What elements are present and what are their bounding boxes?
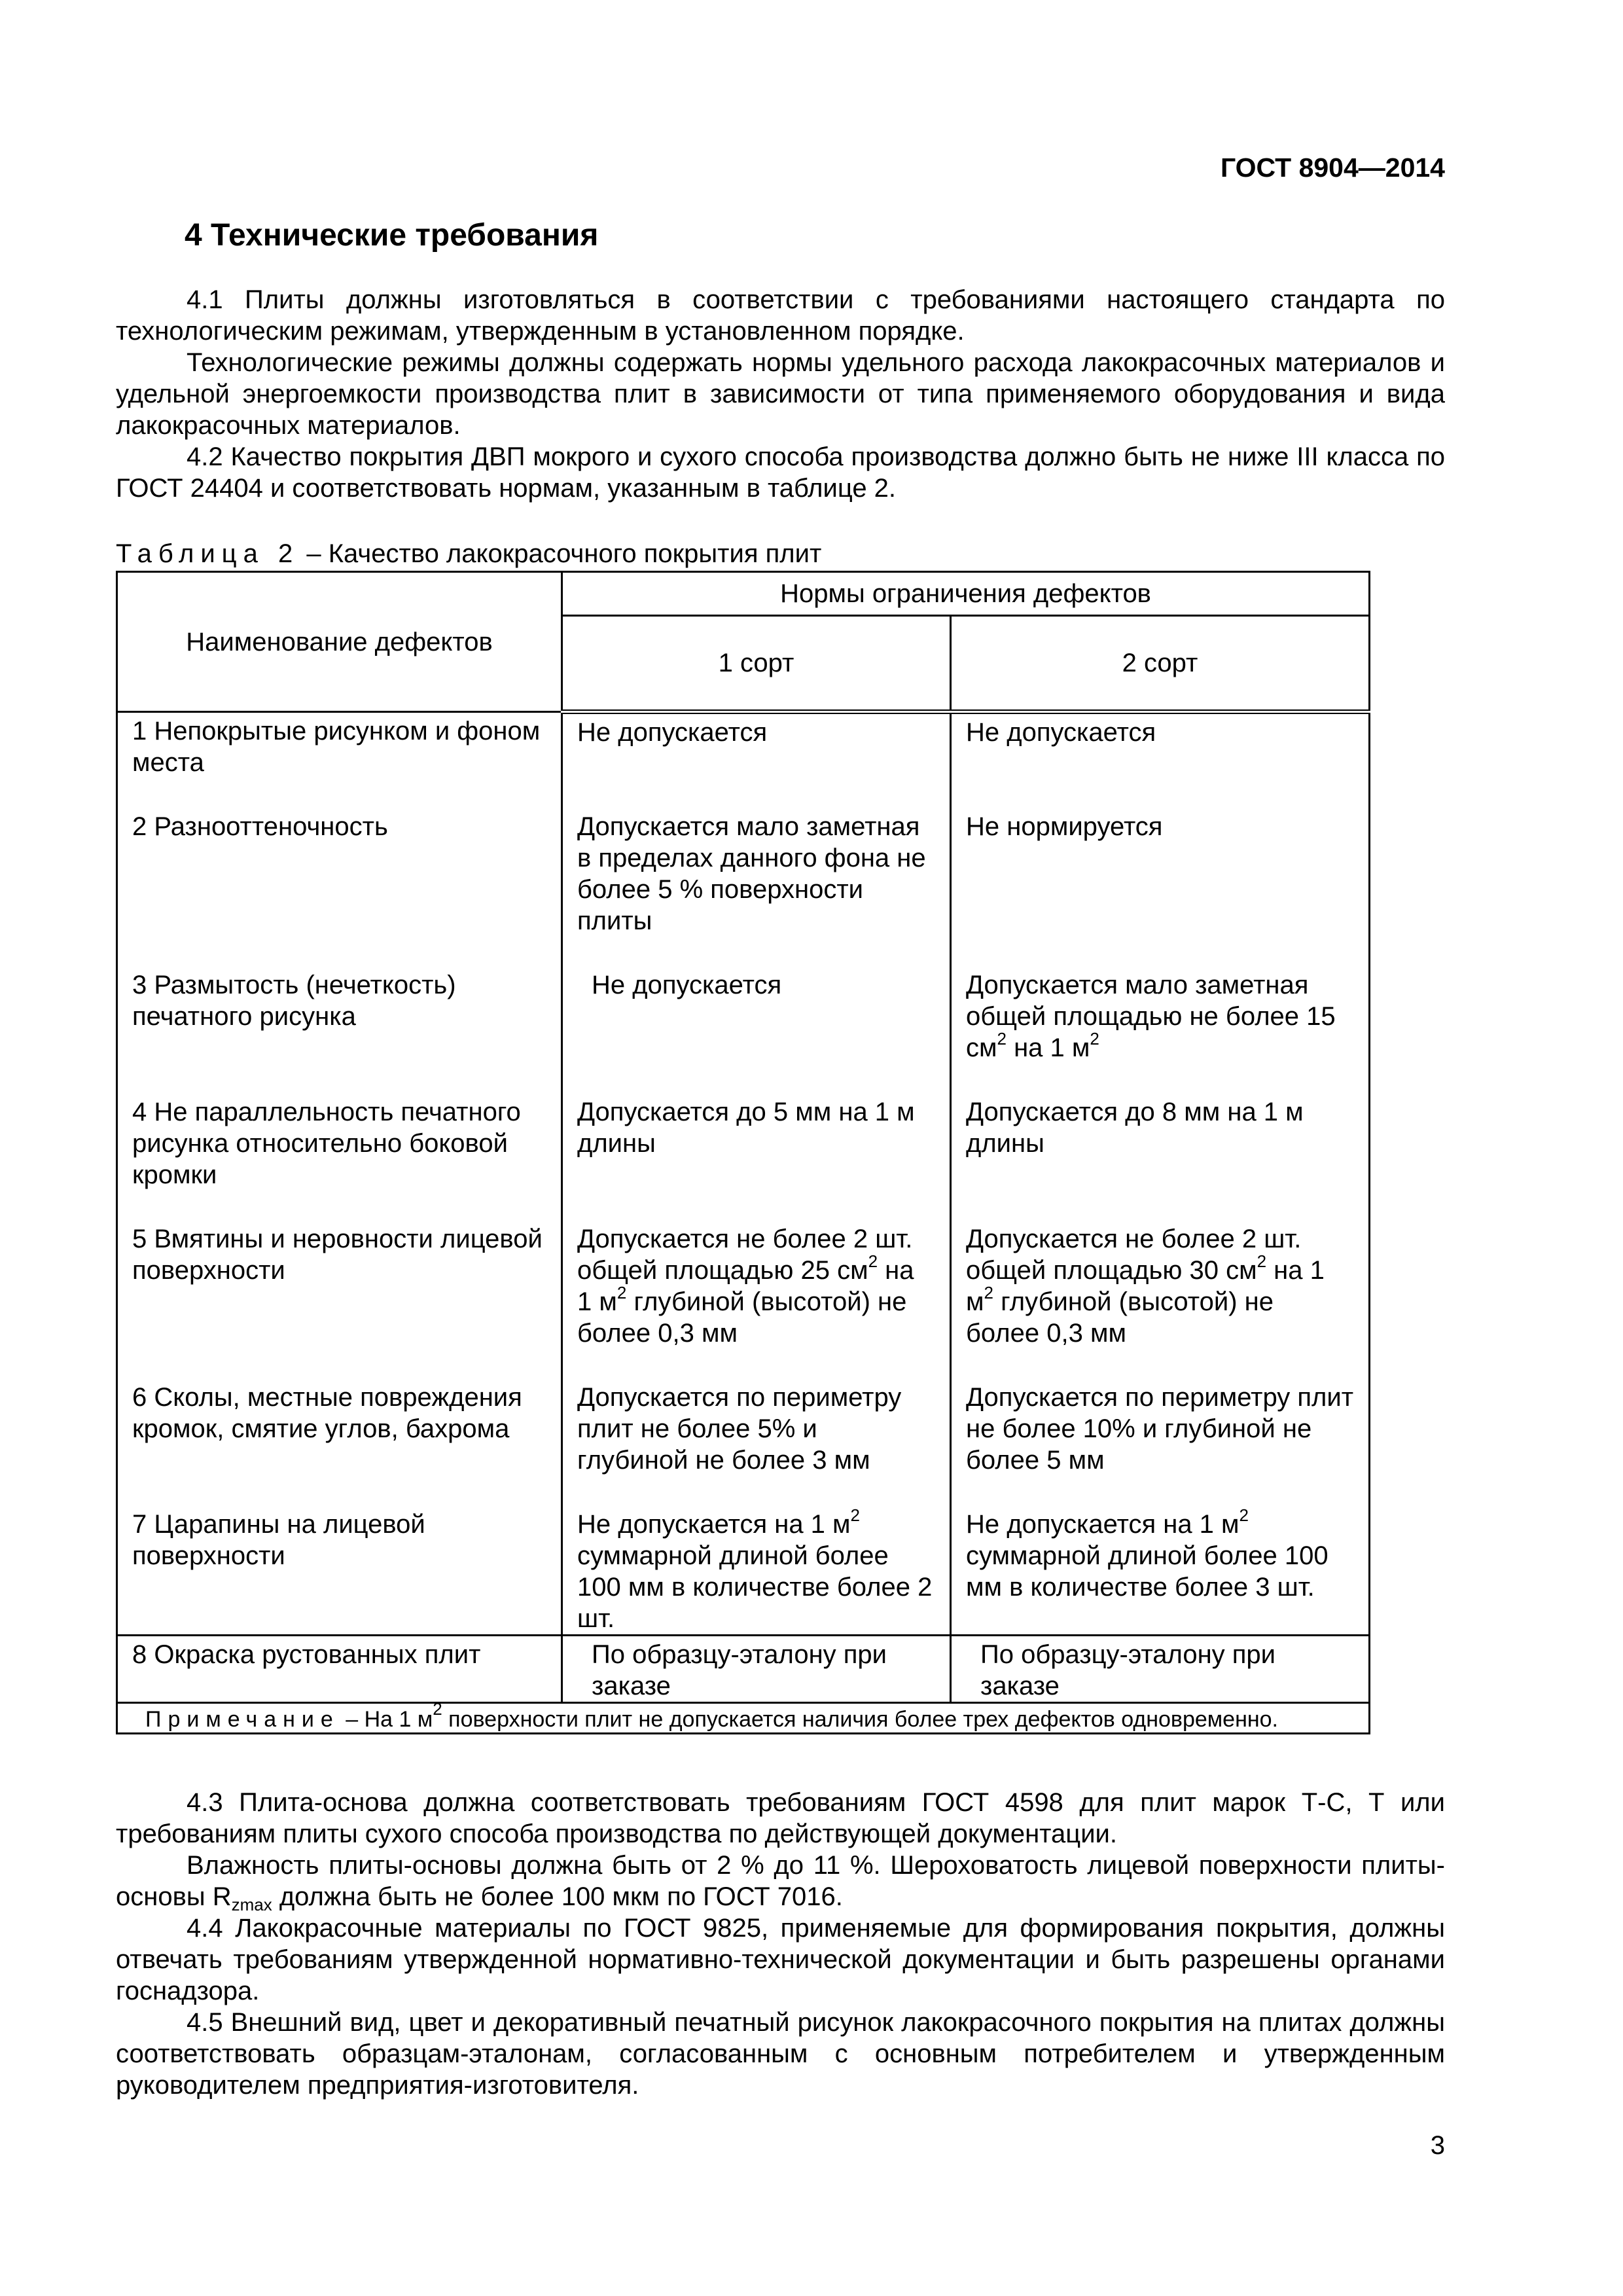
table-row bbox=[117, 967, 1370, 1094]
section-title: 4 Технические требования bbox=[185, 218, 599, 253]
defect-cell: 5 Вмятины и неровности лицевой поверхности bbox=[117, 1221, 562, 1379]
table-row bbox=[117, 1506, 1370, 1636]
table-note-row bbox=[117, 1703, 1370, 1734]
defect-cell: 8 Окраска рустованных плит bbox=[117, 1636, 562, 1703]
note-text: поверхности плит не допускается наличия более трех дефектов одновременно. bbox=[442, 1707, 1278, 1732]
header-norms: Нормы ограничения дефектов bbox=[562, 572, 1370, 616]
defect-cell: 2 Разнооттеночность bbox=[117, 808, 562, 967]
grade1-cell bbox=[562, 1221, 951, 1379]
defect-cell: 6 Сколы, местные повреждения кромок, смятие углов, бахрома bbox=[117, 1379, 562, 1506]
grade1-text: суммарной длиной более 100 мм в количестве более 2 шт. bbox=[577, 1541, 933, 1633]
header-grade-2: 2 сорт bbox=[951, 616, 1370, 712]
table-caption-label: Таблица 2 bbox=[116, 539, 300, 568]
grade2-cell: Не допускается bbox=[951, 712, 1370, 809]
grade2-text: на 1 м bbox=[966, 1256, 1325, 1316]
grade2-text: суммарной длиной более 100 мм в количестве более 3 шт. bbox=[966, 1541, 1329, 1602]
document-id: ГОСТ 8904—2014 bbox=[1220, 152, 1445, 183]
grade1-cell: Допускается мало заметная в пределах данного фона не более 5 % поверхности плиты bbox=[562, 808, 951, 967]
grade1-cell: Допускается по периметру плит не более 5% и глубиной не более 3 мм bbox=[562, 1379, 951, 1506]
grade2-cell: Не нормируется bbox=[951, 808, 1370, 967]
superscript: 2 bbox=[616, 1283, 627, 1302]
superscript: 2 bbox=[1257, 1251, 1267, 1271]
paragraph-4-1: 4.1 Плиты должны изготовляться в соответствии с требованиями настоящего стандарта по технологическим режимам, утвержденным в установленном порядке. bbox=[116, 285, 1445, 346]
page-number: 3 bbox=[1430, 2131, 1445, 2160]
grade2-text: Не допускается на 1 м bbox=[966, 1510, 1240, 1539]
grade1-text: Допускается не более 2 шт. общей площадью 25 см bbox=[577, 1225, 913, 1285]
table-caption-text: – Качество лакокрасочного покрытия плит bbox=[306, 539, 822, 568]
superscript: 2 bbox=[433, 1699, 442, 1719]
table-note bbox=[117, 1699, 1370, 1734]
defect-cell: 7 Царапины на лицевой поверхности bbox=[117, 1506, 562, 1636]
paragraph-4-4: 4.4 Лакокрасочные материалы по ГОСТ 9825, применяемые для формирования покрытия, должны отвечать требованиям утвержденной нормативно-технической документации и быть разрешены органами госнадзора. bbox=[116, 1914, 1445, 2005]
grade2-text: глубиной (высотой) не более 0,3 мм bbox=[966, 1287, 1274, 1348]
defect-cell: 3 Размытость (нечеткость) печатного рисунка bbox=[117, 967, 562, 1094]
grade2-text: Допускается мало заметная общей площадью не более 15 см bbox=[966, 971, 1336, 1062]
grade2-cell bbox=[951, 1506, 1370, 1636]
table-row bbox=[117, 1379, 1370, 1506]
defect-cell: 1 Непокрытые рисунком и фоном места bbox=[117, 712, 562, 809]
table-row bbox=[117, 808, 1370, 967]
paragraph-4-3-continued bbox=[116, 1850, 1445, 1912]
grade1-cell bbox=[562, 1506, 951, 1636]
grade1-text: глубиной (высотой) не более 0,3 мм bbox=[577, 1287, 907, 1348]
table-row bbox=[117, 1094, 1370, 1221]
quality-table bbox=[116, 571, 1370, 1734]
grade1-cell: Не допускается bbox=[562, 967, 951, 1094]
paragraph-text: Влажность плиты-основы должна быть от 2 % до 11 %. Шероховатость лицевой поверхности плиты-основы R bbox=[116, 1851, 1445, 1911]
note-label: Примечание bbox=[145, 1707, 340, 1732]
superscript: 2 bbox=[984, 1283, 993, 1302]
paragraph-4-1-continued: Технологические режимы должны содержать нормы удельного расхода лакокрасочных материалов и удельной энергоемкости производства плит в зависимости от типа применяемого оборудования и вида лакокрасочных материалов. bbox=[116, 348, 1445, 440]
superscript: 2 bbox=[1090, 1029, 1099, 1049]
table-row bbox=[117, 1636, 1370, 1703]
grade2-text: Допускается не более 2 шт. общей площадью 30 см bbox=[966, 1225, 1302, 1285]
grade1-text: Не допускается на 1 м bbox=[577, 1510, 851, 1539]
note-text: – На 1 м bbox=[339, 1707, 433, 1732]
grade2-text: на 1 м bbox=[1006, 1033, 1090, 1062]
paragraph-text: должна быть не более 100 мкм по ГОСТ 7016. bbox=[272, 1882, 843, 1911]
paragraph-4-5: 4.5 Внешний вид, цвет и декоративный печатный рисунок лакокрасочного покрытия на плитах должны соответствовать образцам-эталонам, согласованным с основным потребителем и утвержденным руководителем предприятия-изготовителя. bbox=[116, 2008, 1445, 2100]
table-row bbox=[117, 1221, 1370, 1379]
defect-cell: 4 Не параллельность печатного рисунка относительно боковой кромки bbox=[117, 1094, 562, 1221]
grade2-cell: Допускается по периметру плит не более 10% и глубиной не более 5 мм bbox=[951, 1379, 1370, 1506]
table-row bbox=[117, 712, 1370, 809]
paragraph-4-2: 4.2 Качество покрытия ДВП мокрого и сухого способа производства должно быть не ниже III класса по ГОСТ 24404 и соответствовать нормам, указанным в таблице 2. bbox=[116, 442, 1445, 503]
superscript: 2 bbox=[850, 1505, 861, 1525]
grade2-cell: По образцу-эталону при заказе bbox=[951, 1636, 1370, 1703]
paragraph-4-3: 4.3 Плита-основа должна соответствовать требованиям ГОСТ 4598 для плит марок Т-С, Т или требованиям плиты сухого способа производства по действующей документации. bbox=[116, 1788, 1445, 1848]
header-defects: Наименование дефектов bbox=[117, 572, 562, 712]
grade2-cell bbox=[951, 1221, 1370, 1379]
grade1-text: на 1 м bbox=[577, 1256, 914, 1316]
grade1-cell: По образцу-эталону при заказе bbox=[562, 1636, 951, 1703]
header-grade-1: 1 сорт bbox=[562, 616, 951, 712]
superscript: 2 bbox=[868, 1251, 878, 1271]
grade1-cell: Допускается до 5 мм на 1 м длины bbox=[562, 1094, 951, 1221]
table-caption bbox=[116, 538, 821, 569]
grade1-cell: Не допускается bbox=[562, 712, 951, 809]
grade2-cell: Допускается до 8 мм на 1 м длины bbox=[951, 1094, 1370, 1221]
subscript: zmax bbox=[231, 1895, 272, 1914]
superscript: 2 bbox=[1239, 1505, 1249, 1525]
superscript: 2 bbox=[997, 1029, 1007, 1049]
grade2-cell bbox=[951, 967, 1370, 1094]
